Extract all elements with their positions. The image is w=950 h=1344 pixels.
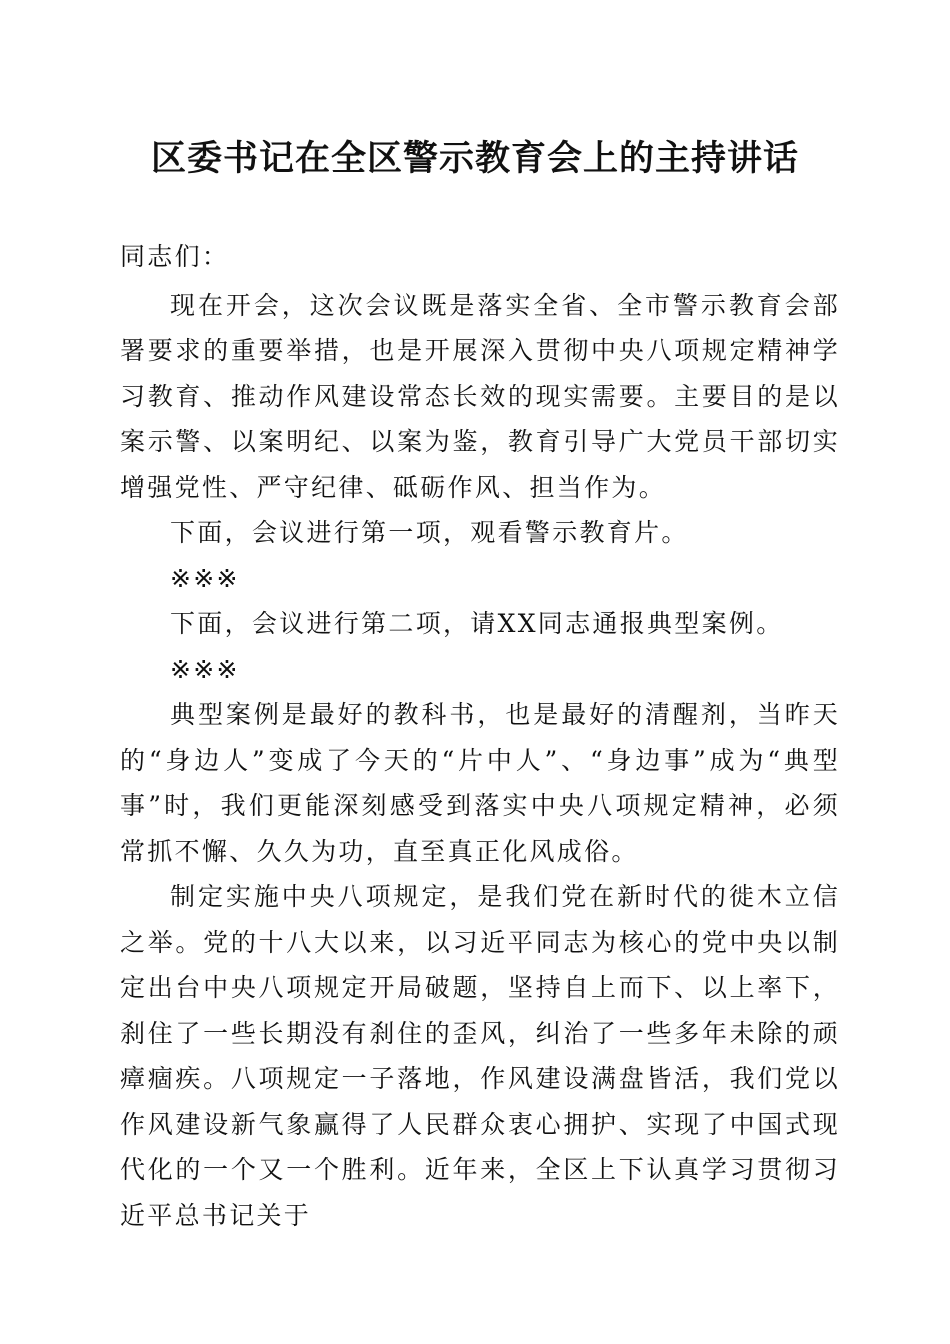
paragraph-typical-cases: 典型案例是最好的教科书，也是最好的清醒剂，当昨天的“身边人”变成了今天的“片中人”、“身边事”成为“典型事”时，我们更能深刻感受到落实中央八项规定精神，必须常抓不懈、久久为功，直至真正化风成俗。: [120, 700, 840, 866]
document-body: [120, 234, 840, 1238]
document-title: 区委书记在全区警示教育会上的主持讲话: [150, 138, 799, 179]
paragraph-eight-rules: 制定实施中央八项规定，是我们党在新时代的徙木立信之举。党的十八大以来，以习近平同志为核心的党中央以制定出台中央八项规定开局破题，坚持自上而下、以上率下，刹住了一些长期没有刹住的歪风，纠治了一些多年未除的顽瘴痼疾。八项规定一子落地，作风建设满盘皆活，我们党以作风建设新气象赢得了人民群众衷心拥护、实现了中国式现代化的一个又一个胜利。近年来，全区上下认真学习贯彻习近平总书记关于: [120, 882, 840, 1230]
separator-marks: ※※※: [170, 654, 240, 684]
paragraph-item-two: 下面，会议进行第二项，请XX同志通报典型案例。: [170, 609, 784, 638]
salutation: 同志们：: [120, 242, 230, 271]
paragraph-item-one: 下面，会议进行第一项，观看警示教育片。: [170, 518, 689, 547]
paragraph-opening: 现在开会，这次会议既是落实全省、全市警示教育会部署要求的重要举措，也是开展深入贯彻中央八项规定精神学习教育、推动作风建设常态长效的现实需要。主要目的是以案示警、以案明纪、以案为鉴，教育引导广大党员干部切实增强党性、严守纪律、砥砺作风、担当作为。: [120, 290, 840, 502]
separator-marks: ※※※: [170, 563, 240, 593]
